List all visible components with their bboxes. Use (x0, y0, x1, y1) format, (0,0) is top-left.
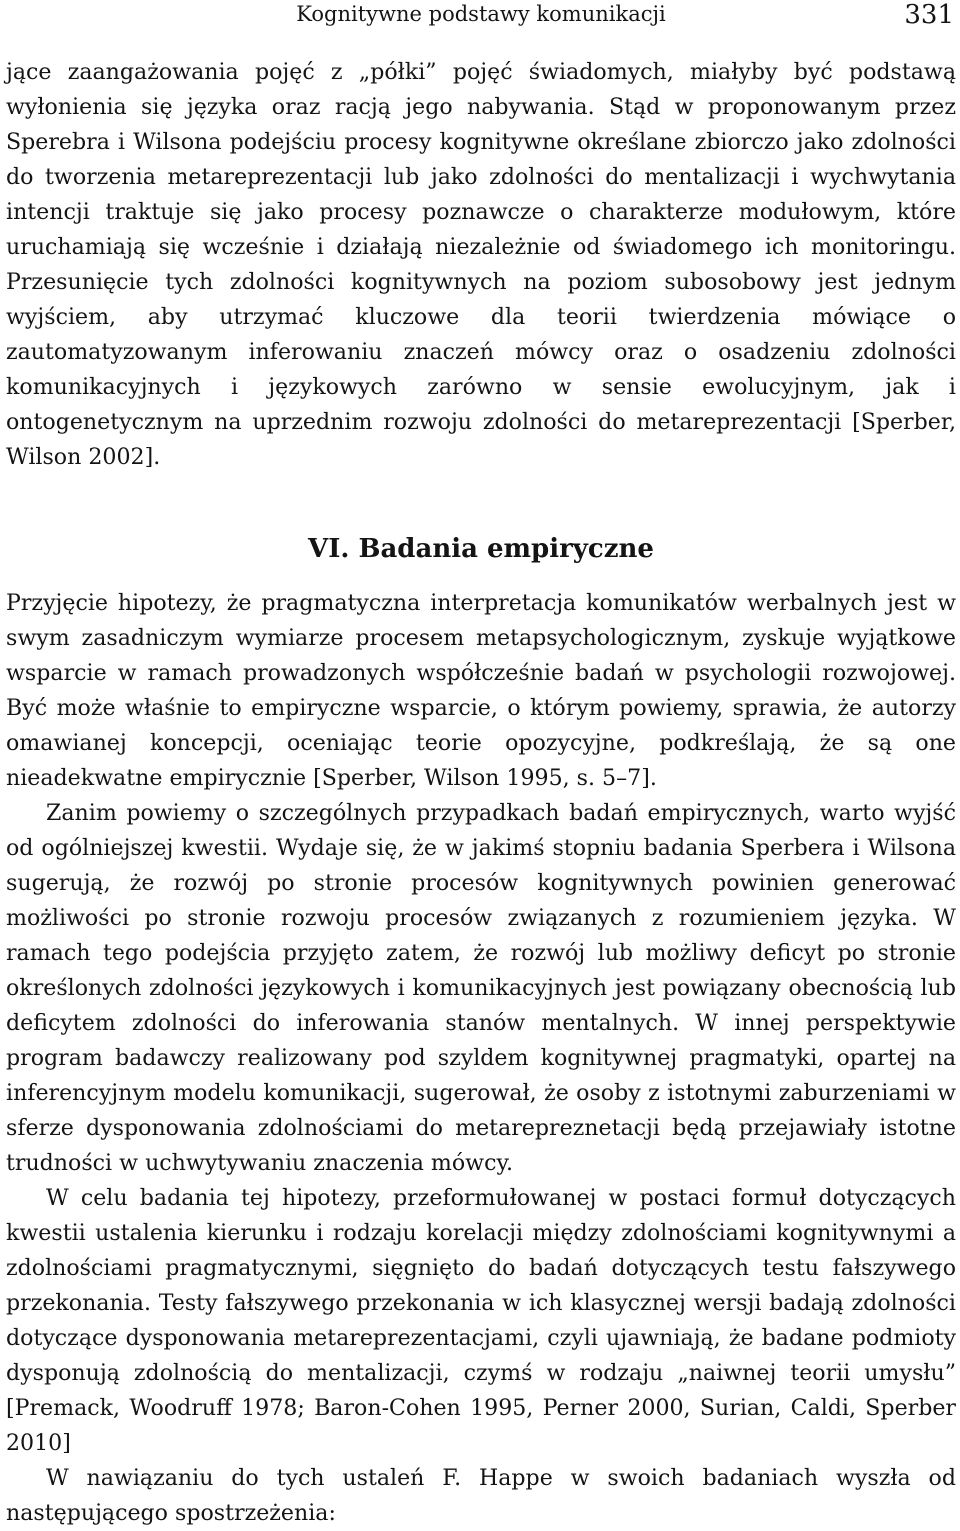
document-page (6, 0, 956, 1531)
running-title: Kognitywne podstawy komunikacji (296, 2, 666, 26)
paragraph: W nawiązaniu do tych ustaleń F. Happe w swoich badaniach wyszła od następującego spostrzeżenia: (6, 1465, 956, 1526)
paragraph: Zanim powiemy o szczególnych przypadkach badań empirycznych, warto wyjść od ogólniejszej kwestii. Wydaje się, że w jakimś stopniu badania Sperbera i Wilsona sugerują, że rozwój po stronie procesów kognitywnych powinien generować możliwości po stronie rozwoju procesów związanych z rozumieniem języka. W ramach tego podejścia przyjęto zatem, że rozwój lub możliwy deficyt po stronie określonych zdolności językowych i komunikacyjnych jest powiązany obecnością lub deficytem zdolności do inferowania stanów mentalnych. W innej perspektywie program badawczy realizowany pod szyldem kognitywnej pragmatyki, opartej na inferencyjnym modelu komunikacji, sugerował, że osoby z istotnymi zaburzeniami w sferze dysponowania zdolnościami do metarepreznetacji będą przejawiały istotne trudności w uchwytywaniu znaczenia mówcy. (6, 800, 956, 1176)
page-number: 331 (904, 0, 954, 30)
section-heading: VI. Badania empiryczne (308, 534, 654, 564)
running-header (6, 0, 956, 40)
paragraph: Przyjęcie hipotezy, że pragmatyczna interpretacja komunikatów werbalnych jest w swym zasadniczym wymiarze procesem metapsychologicznym, zyskuje wyjątkowe wsparcie w ramach prowadzonych współcześnie badań w psychologii rozwojowej. Być może właśnie to empiryczne wsparcie, o którym powiemy, sprawia, że autorzy omawianej koncepcji, oceniając teorie opozycyjne, podkreślają, że są one nieadekwatne empirycznie [Sperber, Wilson 1995, s. 5–7]. (6, 590, 956, 791)
paragraph: W celu badania tej hipotezy, przeformułowanej w postaci formuł dotyczących kwestii ustalenia kierunku i rodzaju korelacji między zdolnościami kognitywnymi a zdolnościami pragmatycznymi, sięgnięto do badań dotyczących testu fałszywego przekonania. Testy fałszywego przekonania w ich klasycznej wersji badają zdolności dotyczące dysponowania metareprezentacjami, czyli ujawniają, że badane podmioty dysponują zdolnością do mentalizacji, czymś w rodzaju „naiwnej teorii umysłu” [Premack, Woodruff 1978; Baron-Cohen 1995, Perner 2000, Surian, Caldi, Sperber 2010] (6, 1185, 956, 1456)
paragraph: jące zaangażowania pojęć z „półki” pojęć świadomych, miałyby być podstawą wyłonienia się języka oraz racją jego nabywania. Stąd w proponowanym przez Sperebra i Wilsona podejściu procesy kognitywne określane zbiorczo jako zdolności do tworzenia metareprezentacji lub jako zdolności do mentalizacji i wychwytania intencji traktuje się jako procesy poznawcze o charakterze modułowym, które uruchamiają się wcześnie i działają niezależnie od świadomego ich monitoringu. Przesunięcie tych zdolności kognitywnych na poziom subosobowy jest jednym wyjściem, aby utrzymać kluczowe dla teorii twierdzenia mówiące o zautomatyzowanym inferowaniu znaczeń mówcy oraz o osadzeniu zdolności komunikacyjnych i językowych zarówno w sensie ewolucyjnym, jak i ontogenetycznym na uprzednim rozwoju zdolności do metareprezentacji [Sperber, Wilson 2002]. (6, 59, 956, 470)
